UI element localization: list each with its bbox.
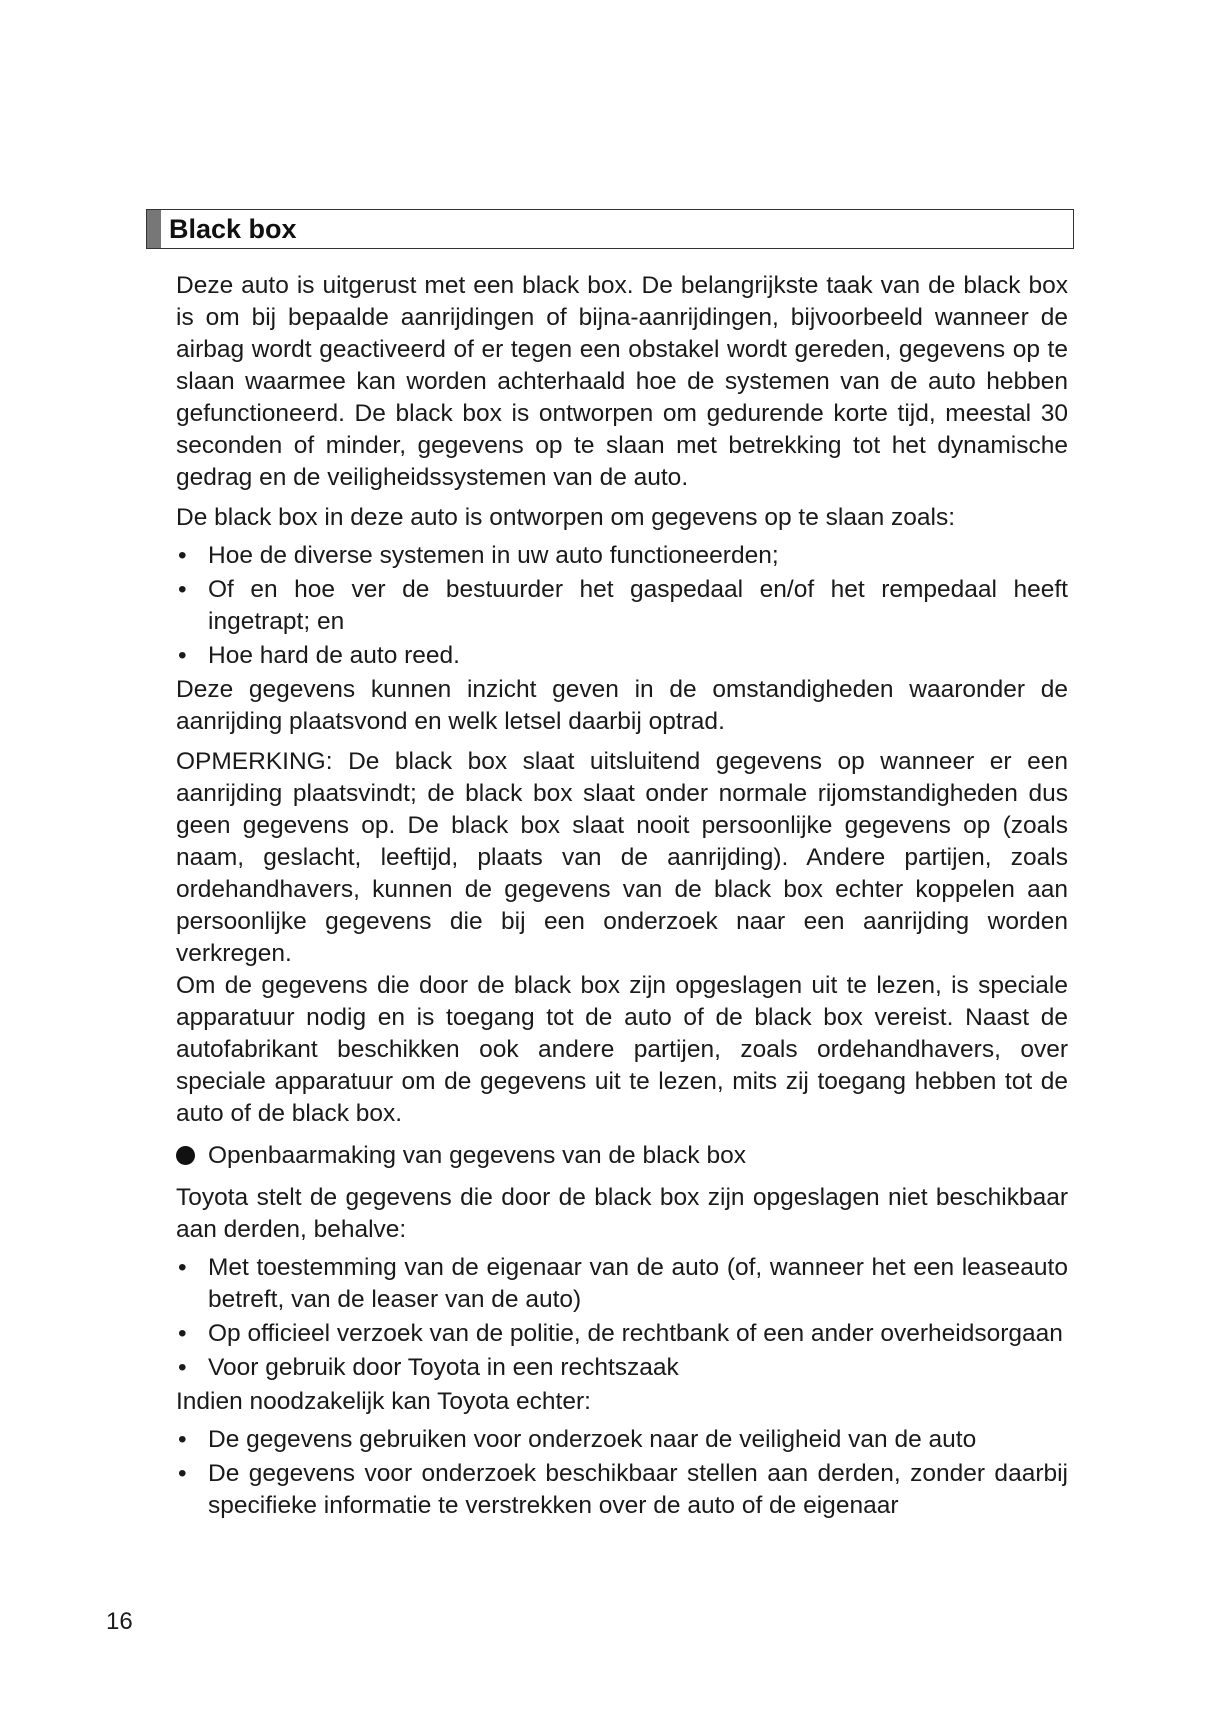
section-title: Black box: [169, 213, 297, 244]
bullet-icon: •: [178, 1354, 187, 1381]
filled-circle-icon: [176, 1146, 195, 1165]
list-item: • Hoe hard de auto reed.: [176, 640, 1068, 672]
list-item: • Hoe de diverse systemen in uw auto functioneerden;: [176, 540, 1068, 572]
paragraph-insight: Deze gegevens kunnen inzicht geven in de omstandigheden waaronder de aanrijding plaatsvond en welk letsel daarbij optrad.: [176, 676, 1068, 735]
bullet-icon: •: [178, 1254, 187, 1281]
paragraph-intro: Deze auto is uitgerust met een black box. De belangrijkste taak van de black box is om bij bepaalde aanrijdingen of bijna-aanrijdingen, bijvoorbeeld wanneer de airbag wordt geactiveerd of er tegen een obstakel wordt gereden, gegevens op te slaan waarmee kan worden achterhaald hoe de systemen van de auto hebben gefunctioneerd. De black box is ontworpen om gedurende korte tijd, meestal 30 seconden of minder, gegevens op te slaan met betrekking tot het dynamische gedrag en de veiligheidssystemen van de auto.: [176, 272, 1068, 491]
paragraph-data-types: De black box in deze auto is ontworpen om gegevens op te slaan zoals:: [176, 504, 956, 531]
bullet-icon: •: [178, 642, 187, 669]
page-number: 16: [106, 1608, 133, 1635]
list-item: • Of en hoe ver de bestuurder het gaspedaal en/of het rempedaal heeft ingetrapt; en: [178, 576, 1068, 635]
bullet-icon: •: [178, 1426, 187, 1453]
recorded-data-list: [176, 540, 1068, 672]
list-item: • Op officieel verzoek van de politie, de rechtbank of een ander overheidsorgaan: [176, 1318, 1068, 1350]
bullet-icon: •: [178, 1320, 187, 1347]
toyota-usage-list: [176, 1424, 1068, 1522]
disclosure-exceptions-list: [176, 1252, 1068, 1384]
paragraph-note: OPMERKING: De black box slaat uitsluitend gegevens op wanneer er een aanrijding plaatsvindt; de black box slaat onder normale rijomstandigheden dus geen gegevens op. De black box slaat nooit persoonlijke gegevens op (zoals naam, geslacht, leeftijd, plaats van de aanrijding). Andere partijen, zoals ordehandhavers, kunnen de gegevens van de black box echter koppelen aan persoonlijke gegevens die bij een onderzoek naar een aanrijding worden verkregen.: [176, 748, 1068, 967]
bullet-icon: •: [178, 576, 187, 603]
paragraph-however: Indien noodzakelijk kan Toyota echter:: [176, 1388, 591, 1415]
subheading-disclosure: Openbaarmaking van gegevens van de black box: [176, 1140, 1068, 1172]
list-item: • Met toestemming van de eigenaar van de auto (of, wanneer het een leaseauto betreft, van de leaser van de auto): [178, 1254, 1068, 1313]
list-item: • De gegevens voor onderzoek beschikbaar stellen aan derden, zonder daarbij specifieke informatie te verstrekken over de auto of de eigenaar: [178, 1460, 1068, 1519]
list-item: • De gegevens gebruiken voor onderzoek naar de veiligheid van de auto: [176, 1424, 1068, 1456]
bullet-icon: •: [178, 1460, 187, 1487]
section-header: [146, 209, 1074, 249]
section-header-bar: [147, 210, 161, 248]
bullet-icon: •: [178, 542, 187, 569]
paragraph-readout: Om de gegevens die door de black box zijn opgeslagen uit te lezen, is speciale apparatuur nodig en is toegang tot de auto of de black box vereist. Naast de autofabrikant beschikken ook andere partijen, zoals ordehandhavers, over speciale apparatuur om de gegevens uit te lezen, mits zij toegang hebben tot de auto of de black box.: [176, 972, 1068, 1127]
list-item: • Voor gebruik door Toyota in een rechtszaak: [176, 1352, 1068, 1384]
body-content: [176, 270, 1068, 1524]
paragraph-disclosure: Toyota stelt de gegevens die door de black box zijn opgeslagen niet beschikbaar aan derden, behalve:: [176, 1184, 1068, 1243]
